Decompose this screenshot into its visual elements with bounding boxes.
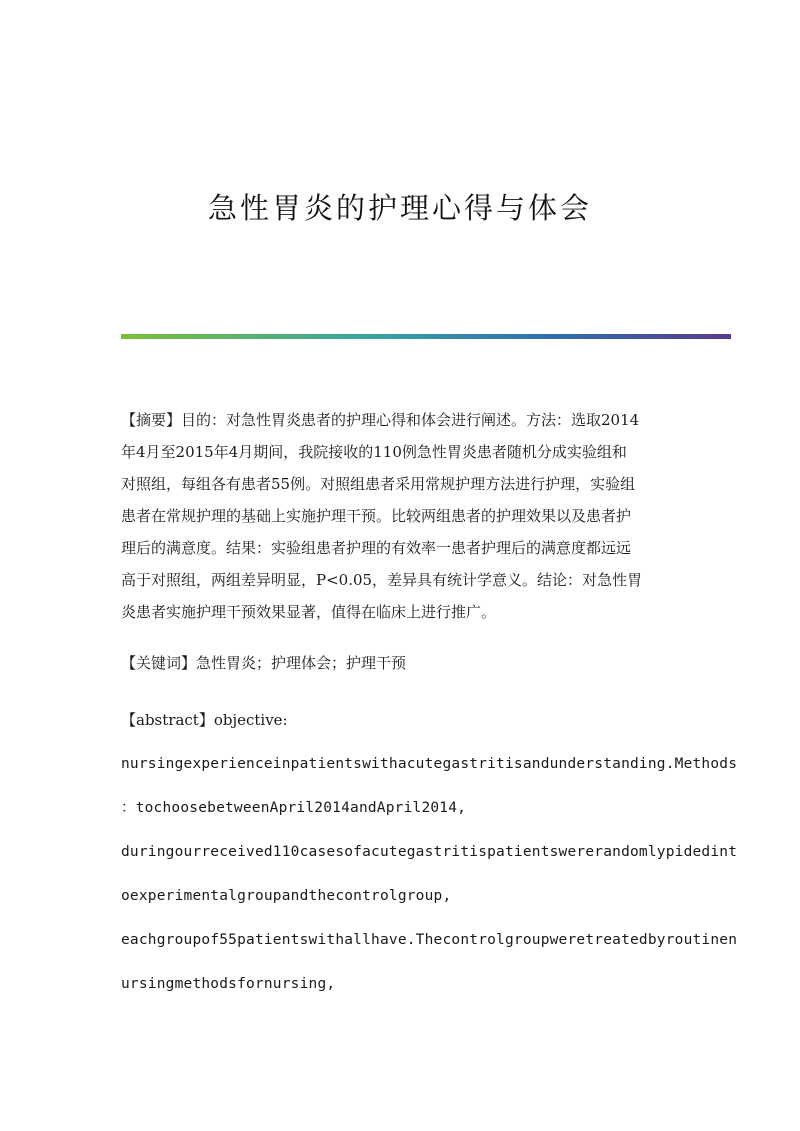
abstract-cn-line: 患者在常规护理的基础上实施护理干预。比较两组患者的护理效果以及患者护 <box>121 507 632 525</box>
abstract-en-line: 【abstract】objective: <box>121 711 288 729</box>
abstract-en-line: ：tochoosebetweenApril2014andApril2014, <box>121 800 467 816</box>
abstract-cn-line: 炎患者实施护理干预效果显著，值得在临床上进行推广。 <box>121 603 497 621</box>
paragraph-gap <box>121 679 681 698</box>
abstract-cn <box>121 404 681 628</box>
abstract-en-line: eachgroupof55patientswithallhave.Thecontrolgroupweretreatedbyroutinen <box>121 932 738 948</box>
abstract-cn-line: 【摘要】目的：对急性胃炎患者的护理心得和体会进行阐述。方法：选取2014 <box>121 411 640 429</box>
abstract-en-line: nursingexperienceinpatientswithacutegastritisandunderstanding.Methods <box>121 756 738 772</box>
abstract-cn-line: 对照组，每组各有患者55例。对照组患者采用常规护理方法进行护理，实验组 <box>121 475 636 493</box>
paragraph-gap <box>121 628 681 647</box>
abstract-en-line: ursingmethodsfornursing, <box>121 976 336 992</box>
abstract-en <box>121 698 738 1006</box>
document-body <box>121 404 738 1006</box>
document-title: 急性胃炎的护理心得与体会 <box>207 191 592 225</box>
abstract-en-line: duringourreceived110casesofacutegastritispatientswererandomlypidedint <box>121 844 738 860</box>
abstract-cn-line: 高于对照组，两组差异明显，P<0.05，差异具有统计学意义。结论：对急性胃 <box>121 571 643 589</box>
title-divider <box>121 334 731 339</box>
keywords-line: 【关键词】急性胃炎；护理体会；护理干预 <box>121 654 407 672</box>
abstract-cn-line: 年4月至2015年4月期间，我院接收的110例急性胃炎患者随机分成实验组和 <box>121 443 627 461</box>
abstract-cn-line: 理后的满意度。结果：实验组患者护理的有效率一患者护理后的满意度都远远 <box>121 539 632 557</box>
abstract-en-line: oexperimentalgroupandthecontrolgroup, <box>121 888 452 904</box>
